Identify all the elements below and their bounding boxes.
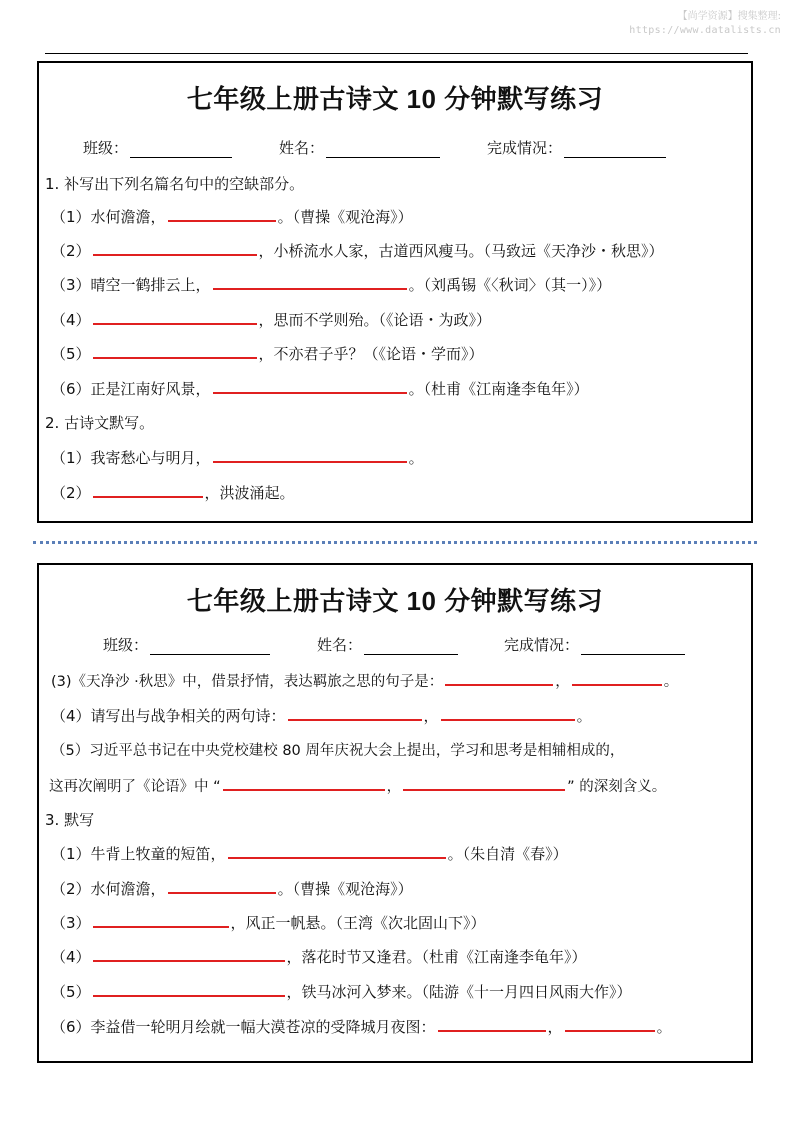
student-info-row (39, 137, 751, 159)
header-rule (45, 53, 748, 54)
status-label: 完成情况： (487, 139, 563, 157)
status-field[interactable] (504, 634, 685, 655)
answer-blank[interactable] (441, 705, 575, 721)
class-field[interactable] (83, 137, 232, 158)
question-2-2: （2） ，洪波涌起。 (51, 484, 295, 502)
question-1-6: （6）正是江南好风景， 。（杜甫《江南逢李龟年》） (51, 380, 589, 398)
question-3-1: （1）牛背上牧童的短笛， 。（朱自清《春》） (51, 845, 568, 863)
worksheet-1 (37, 61, 753, 523)
answer-blank[interactable] (93, 946, 285, 962)
question-3: (3)《天净沙 ·秋思》中，借景抒情，表达羁旅之思的句子是： ， 。 (51, 670, 751, 692)
question-5-line-2: 这再次阐明了《论语》中 “ ， ” 的深刻含义。 (49, 775, 751, 797)
name-field[interactable] (317, 634, 458, 655)
watermark (629, 10, 781, 38)
answer-blank[interactable] (223, 775, 385, 791)
class-field[interactable] (103, 634, 270, 655)
answer-blank[interactable] (565, 1016, 655, 1032)
answer-blank[interactable] (288, 705, 422, 721)
class-input-line[interactable] (130, 141, 232, 158)
cut-line-separator (33, 541, 757, 544)
watermark-url: https://www.datalists.cn (629, 25, 781, 36)
answer-blank[interactable] (93, 912, 229, 928)
worksheet-2 (37, 563, 753, 1063)
question-1-3: （3）晴空一鹤排云上， 。（刘禹锡《〈秋词〉（其一）》） (51, 276, 612, 294)
question-3-5: （5） ，铁马冰河入梦来。（陆游《十一月四日风雨大作》） (51, 983, 632, 1001)
answer-blank[interactable] (168, 878, 276, 894)
answer-blank[interactable] (93, 240, 257, 256)
answer-blank[interactable] (228, 843, 446, 859)
class-label: 班级： (103, 636, 149, 654)
class-input-line[interactable] (150, 638, 270, 655)
answer-blank[interactable] (445, 670, 553, 686)
answer-blank[interactable] (572, 670, 662, 686)
status-input-line[interactable] (581, 638, 685, 655)
answer-blank[interactable] (93, 482, 203, 498)
section-2-heading: 2. 古诗文默写。 (45, 414, 155, 432)
name-input-line[interactable] (364, 638, 458, 655)
worksheet-title: 七年级上册古诗文 10 分钟默写练习 (186, 84, 604, 114)
answer-blank[interactable] (213, 447, 407, 463)
question-1-1: （1）水何澹澹， 。（曹操《观沧海》） (51, 208, 413, 226)
name-label: 姓名： (279, 139, 325, 157)
answer-blank[interactable] (438, 1016, 546, 1032)
question-3-2: （2）水何澹澹， 。（曹操《观沧海》） (51, 880, 413, 898)
watermark-source: 【尚学资源】搜集整理: (677, 11, 781, 22)
question-1-2: （2） ，小桥流水人家，古道西风瘦马。（马致远《天净沙・秋思》） (51, 242, 664, 260)
question-2-1: （1）我寄愁心与明月， 。 (51, 449, 424, 467)
worksheet-title: 七年级上册古诗文 10 分钟默写练习 (186, 586, 604, 616)
answer-blank[interactable] (168, 206, 276, 222)
class-label: 班级： (83, 139, 129, 157)
answer-blank[interactable] (213, 378, 407, 394)
question-5-line-1: （5）习近平总书记在中央党校建校 80 周年庆祝大会上提出，学习和思考是相辅相成的， (51, 743, 625, 759)
answer-blank[interactable] (403, 775, 565, 791)
answer-blank[interactable] (93, 309, 257, 325)
status-field[interactable] (487, 137, 666, 158)
question-1-4: （4） ，思而不学则殆。（《论语・为政》） (51, 311, 492, 329)
question-3-6: （6）李益借一轮明月绘就一幅大漠苍凉的受降城月夜图： ， 。 (51, 1018, 672, 1036)
status-input-line[interactable] (564, 141, 666, 158)
question-3-4: （4） ，落花时节又逢君。（杜甫《江南逢李龟年》） (51, 948, 587, 966)
name-label: 姓名： (317, 636, 363, 654)
student-info-row (39, 634, 751, 656)
answer-blank[interactable] (93, 981, 285, 997)
status-label: 完成情况： (504, 636, 580, 654)
section-1-heading: 1. 补写出下列名篇名句中的空缺部分。 (45, 175, 305, 193)
question-1-5: （5） ，不亦君子乎？（《论语・学而》） (51, 345, 484, 363)
question-3-3: （3） ，风正一帆悬。（王湾《次北固山下》） (51, 914, 486, 932)
answer-blank[interactable] (93, 343, 257, 359)
question-4: （4）请写出与战争相关的两句诗： ， 。 (51, 707, 592, 725)
name-input-line[interactable] (326, 141, 440, 158)
name-field[interactable] (279, 137, 440, 158)
section-3-heading: 3. 默写 (45, 811, 95, 829)
answer-blank[interactable] (213, 274, 407, 290)
